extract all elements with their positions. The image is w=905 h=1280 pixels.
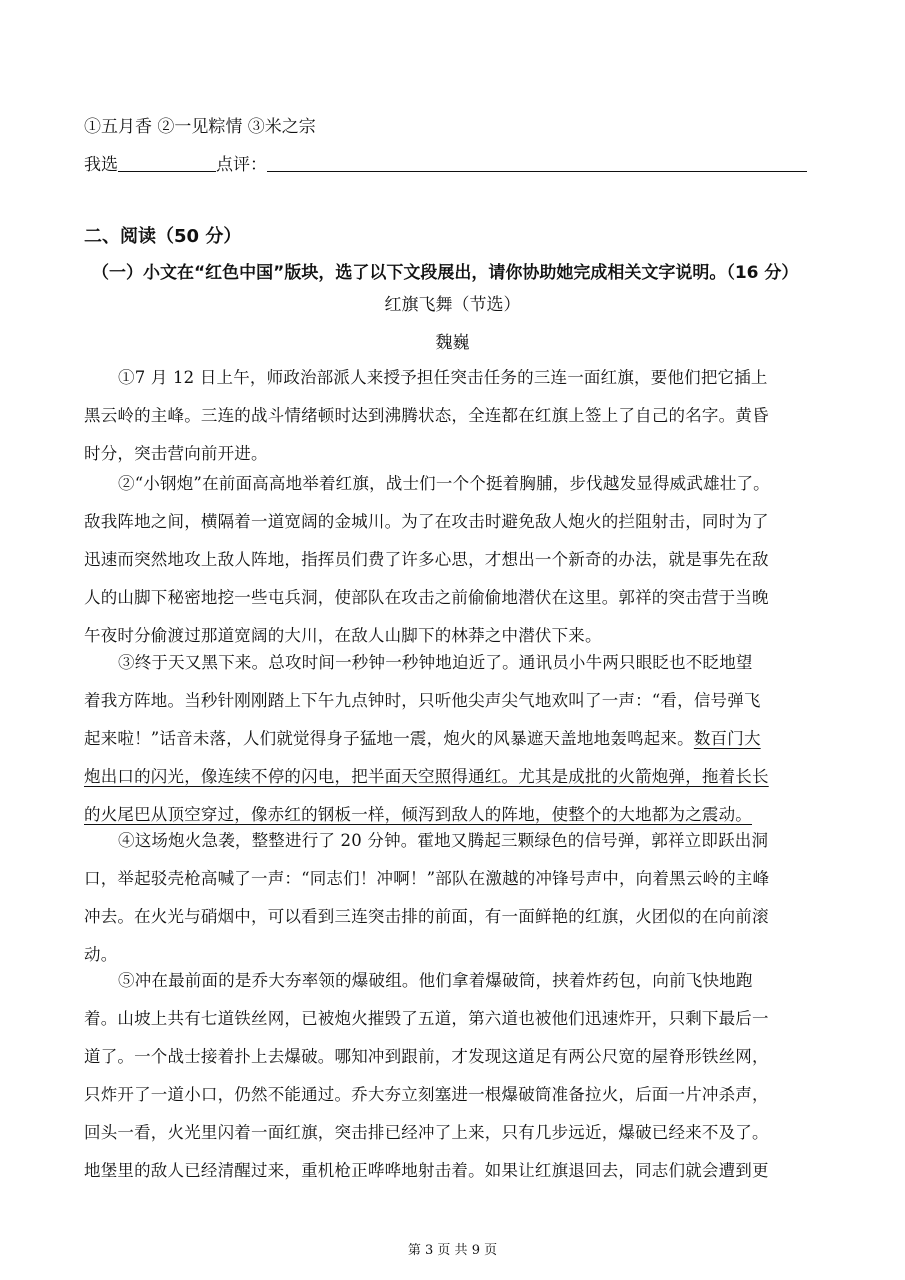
underlined-text: 的火尾巴从顶空穿过，像赤红的钢板一样，倾泻到敌人的阵地，使整个的大地都为之震动。 bbox=[84, 805, 752, 824]
text-line: 道了。一个战士接着扑上去爆破。哪知冲到跟前，才发现这道足有两公尺宽的屋脊形铁丝网， bbox=[84, 1047, 769, 1066]
text-line: 人的山脚下秘密地挖一些屯兵洞，使部队在攻击之前偷偷地潜伏在这里。郭祥的突击营于当晚 bbox=[84, 588, 769, 607]
text-line: 只炸开了一道小口，仍然不能通过。乔大夯立刻塞进一根爆破筒准备拉火，后面一片冲杀声， bbox=[84, 1085, 769, 1104]
choose-blank[interactable] bbox=[118, 153, 216, 172]
question-prompt: （一）小文在“红色中国”版块，选了以下文段展出，请你协助她完成相关文字说明。（16 分） bbox=[92, 263, 799, 283]
article-title: 红旗飞舞（节选） bbox=[384, 295, 521, 315]
page-footer: 第 3 页 共 9 页 bbox=[407, 1243, 498, 1258]
text-segment: 起来啦！”话音未落，人们就觉得身子猛地一震，炮火的风暴遮天盖地地轰鸣起来。 bbox=[84, 729, 694, 748]
comment-label: 点评： bbox=[216, 155, 267, 175]
text-line: 着我方阵地。当秒针刚刚踏上下午九点钟时，只听他尖声尖气地欢叫了一声：“看，信号弹飞 bbox=[84, 691, 761, 710]
text-line: 迅速而突然地攻上敌人阵地，指挥员们费了许多心思，才想出一个新奇的办法，就是事先在敌 bbox=[84, 550, 769, 569]
section-heading: 二、阅读（50 分） bbox=[84, 226, 242, 247]
text-line: 动。 bbox=[84, 945, 118, 964]
paragraph-5 bbox=[84, 962, 824, 1190]
paragraph-3 bbox=[84, 644, 824, 834]
text-line: 敌我阵地之间，横隔着一道宽阔的金城川。为了在攻击时避免敌人炮火的拦阻射击，同时为了 bbox=[84, 512, 769, 531]
text-line: 黑云岭的主峰。三连的战斗情绪顿时达到沸腾状态，全连都在红旗上签上了自己的名字。黄昏 bbox=[84, 406, 769, 425]
text-line: ②“小钢炮”在前面高高地举着红旗，战士们一个个挺着胸脯，步伐越发显得威武雄壮了。 bbox=[118, 474, 770, 493]
article-author: 魏巍 bbox=[435, 333, 470, 353]
text-line: 午夜时分偷渡过那道宽阔的大川，在敌人山脚下的林莽之中潜伏下来。 bbox=[84, 626, 602, 645]
choose-label: 我选 bbox=[84, 155, 118, 175]
text-line: 时分，突击营向前开进。 bbox=[84, 444, 268, 463]
text-line: 着。山坡上共有七道铁丝网，已被炮火摧毁了五道，第六道也被他们迅速炸开，只剩下最后一 bbox=[84, 1009, 769, 1028]
comment-blank[interactable] bbox=[267, 153, 807, 172]
text-line: 口，举起驳壳枪高喊了一声：“同志们！冲啊！”部队在激越的冲锋号声中，向着黑云岭的主峰 bbox=[84, 869, 770, 888]
choose-line bbox=[84, 150, 807, 175]
underlined-text: 数百门大 bbox=[693, 729, 761, 748]
name-options: ①五月香 ②一见粽情 ③米之宗 bbox=[84, 117, 316, 137]
paragraph-1 bbox=[84, 359, 824, 473]
text-line: 冲去。在火光与硝烟中，可以看到三连突击排的前面，有一面鲜艳的红旗，火团似的在向前滚 bbox=[84, 907, 769, 926]
text-line: ⑤冲在最前面的是乔大夯率领的爆破组。他们拿着爆破筒，挟着炸药包，向前飞快地跑 bbox=[118, 971, 753, 990]
text-line bbox=[84, 720, 824, 758]
text-line: 地堡里的敌人已经清醒过来，重机枪正哗哗地射击着。如果让红旗退回去，同志们就会遭到更 bbox=[84, 1161, 769, 1180]
text-line: ①7 月 12 日上午，师政治部派人来授予担任突击任务的三连一面红旗，要他们把它插上 bbox=[118, 368, 768, 387]
paragraph-4 bbox=[84, 822, 824, 974]
text-line: 回头一看，火光里闪着一面红旗，突击排已经冲了上来，只有几步远近，爆破已经来不及了。 bbox=[84, 1123, 769, 1142]
text-line: ④这场炮火急袭，整整进行了 20 分钟。霍地又腾起三颗绿色的信号弹，郭祥立即跃出洞 bbox=[118, 831, 769, 850]
underlined-text: 炮出口的闪光，像连续不停的闪电，把半面天空照得通红。尤其是成批的火箭炮弹，拖着长长 bbox=[84, 767, 769, 786]
paragraph-2 bbox=[84, 465, 824, 655]
text-line: ③终于天又黑下来。总攻时间一秒钟一秒钟地迫近了。通讯员小牛两只眼眨也不眨地望 bbox=[118, 653, 753, 672]
